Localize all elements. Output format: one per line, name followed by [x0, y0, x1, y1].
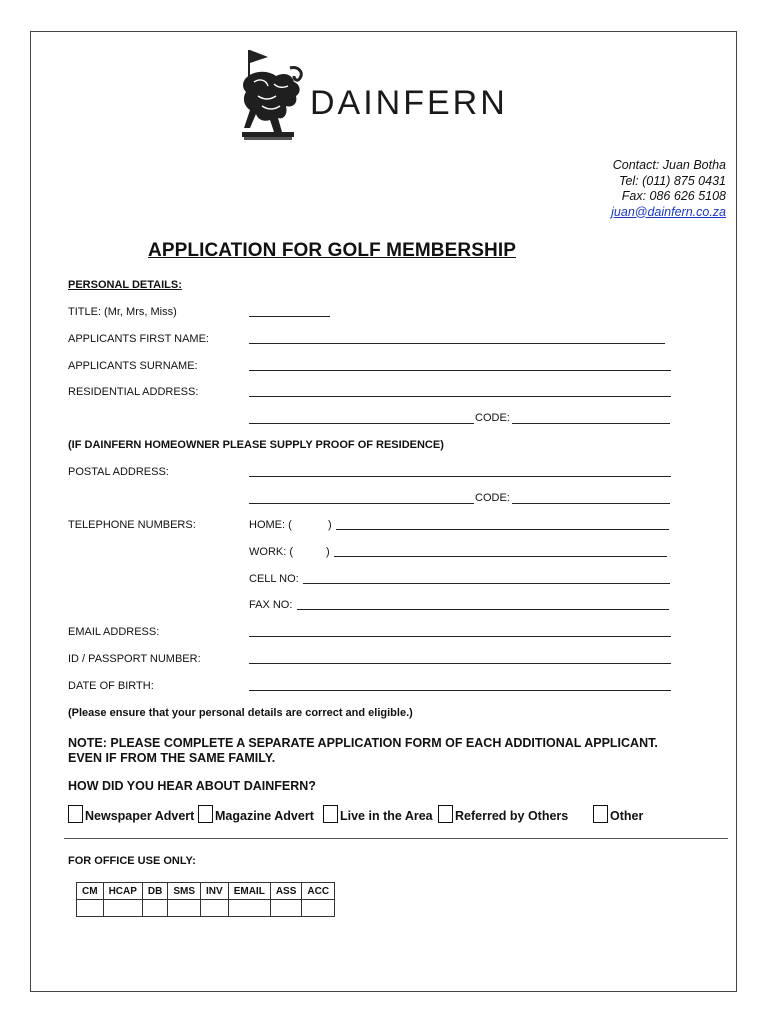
office-header-row [77, 883, 335, 900]
office-use-table [76, 882, 335, 917]
residential-label: RESIDENTIAL ADDRESS: [68, 386, 199, 398]
office-value-row [77, 900, 335, 917]
hear-question: HOW DID YOU HEAR ABOUT DAINFERN? [68, 779, 316, 793]
referred-label: Referred by Others [455, 809, 569, 823]
postal-field-1[interactable] [249, 466, 671, 477]
contact-name: Contact: Juan Botha [612, 158, 726, 172]
col-inv: INV [201, 883, 229, 900]
title-label: TITLE: (Mr, Mrs, Miss) [68, 306, 177, 318]
col-acc: ACC [302, 883, 335, 900]
email-field[interactable] [249, 626, 671, 637]
homeowner-note: (IF DAINFERN HOMEOWNER PLEASE SUPPLY PROOF OF RESIDENCE) [68, 439, 444, 451]
col-hcap: HCAP [103, 883, 142, 900]
ass-cell[interactable] [270, 900, 302, 917]
postal-field-2[interactable] [249, 493, 474, 504]
work-phone-label: WORK: ( [249, 546, 293, 558]
id-label: ID / PASSPORT NUMBER: [68, 653, 201, 665]
fax-field[interactable] [297, 599, 669, 610]
residential-code-field[interactable] [512, 413, 670, 424]
note-block [68, 736, 658, 766]
option-magazine[interactable] [198, 805, 314, 825]
option-other[interactable] [593, 805, 643, 825]
contact-email-link[interactable]: juan@dainfern.co.za [611, 204, 726, 219]
residential-code-label: CODE: [475, 412, 510, 424]
telephone-label: TELEPHONE NUMBERS: [68, 519, 196, 531]
other-label: Other [610, 809, 644, 823]
note-line-1: NOTE: PLEASE COMPLETE A SEPARATE APPLICATION FORM OF EACH ADDITIONAL APPLICANT. [68, 736, 658, 750]
col-sms: SMS [168, 883, 201, 900]
db-cell[interactable] [142, 900, 167, 917]
email-label: EMAIL ADDRESS: [68, 626, 160, 638]
office-use-label: FOR OFFICE USE ONLY: [68, 855, 196, 867]
option-newspaper[interactable] [68, 805, 194, 825]
option-live-in-area[interactable] [323, 805, 433, 825]
contact-tel: Tel: (011) 875 0431 [618, 173, 726, 188]
divider [64, 838, 728, 839]
note-line-2: EVEN IF FROM THE SAME FAMILY. [68, 751, 276, 765]
col-db: DB [142, 883, 167, 900]
inv-cell[interactable] [201, 900, 229, 917]
dob-field[interactable] [249, 680, 671, 691]
live-in-area-checkbox[interactable] [323, 805, 338, 823]
dob-label: DATE OF BIRTH: [68, 680, 154, 692]
home-phone-label: HOME: ( [249, 519, 292, 531]
residential-field-1[interactable] [249, 386, 671, 397]
contact-fax: Fax: 086 626 5108 [621, 189, 726, 203]
cm-cell[interactable] [77, 900, 104, 917]
postal-code-label: CODE: [475, 492, 510, 504]
col-ass: ASS [270, 883, 302, 900]
fax-label: FAX NO: [249, 599, 293, 611]
cell-label: CELL NO: [249, 573, 299, 585]
title-field[interactable] [249, 306, 330, 317]
col-email: EMAIL [228, 883, 270, 900]
form-title: APPLICATION FOR GOLF MEMBERSHIP [148, 240, 516, 261]
home-phone-field[interactable] [336, 519, 669, 530]
work-phone-paren: ) [326, 546, 330, 558]
first-name-label: APPLICANTS FIRST NAME: [68, 333, 209, 345]
brand-name: DAINFERN [310, 84, 508, 122]
cell-field[interactable] [303, 573, 670, 584]
postal-label: POSTAL ADDRESS: [68, 466, 169, 478]
newspaper-label: Newspaper Advert [85, 809, 195, 823]
option-referred[interactable] [438, 805, 568, 825]
home-phone-paren: ) [328, 519, 332, 531]
dainfern-logo [240, 48, 560, 140]
personal-details-heading: PERSONAL DETAILS: [68, 279, 182, 291]
work-phone-field[interactable] [334, 546, 667, 557]
first-name-field[interactable] [249, 333, 665, 344]
surname-label: APPLICANTS SURNAME: [68, 360, 198, 372]
acc-cell[interactable] [302, 900, 335, 917]
col-cm: CM [77, 883, 104, 900]
referred-checkbox[interactable] [438, 805, 453, 823]
email-cell[interactable] [228, 900, 270, 917]
residential-field-2[interactable] [249, 413, 474, 424]
magazine-checkbox[interactable] [198, 805, 213, 823]
hcap-cell[interactable] [103, 900, 142, 917]
postal-code-field[interactable] [512, 493, 670, 504]
lion-crest-icon [240, 48, 310, 140]
surname-field[interactable] [249, 360, 671, 371]
other-checkbox[interactable] [593, 805, 608, 823]
id-field[interactable] [249, 653, 671, 664]
magazine-label: Magazine Advert [215, 809, 314, 823]
ensure-note: (Please ensure that your personal details are correct and eligible.) [68, 707, 413, 719]
live-in-area-label: Live in the Area [340, 809, 433, 823]
sms-cell[interactable] [168, 900, 201, 917]
newspaper-checkbox[interactable] [68, 805, 83, 823]
contact-block [611, 158, 726, 220]
